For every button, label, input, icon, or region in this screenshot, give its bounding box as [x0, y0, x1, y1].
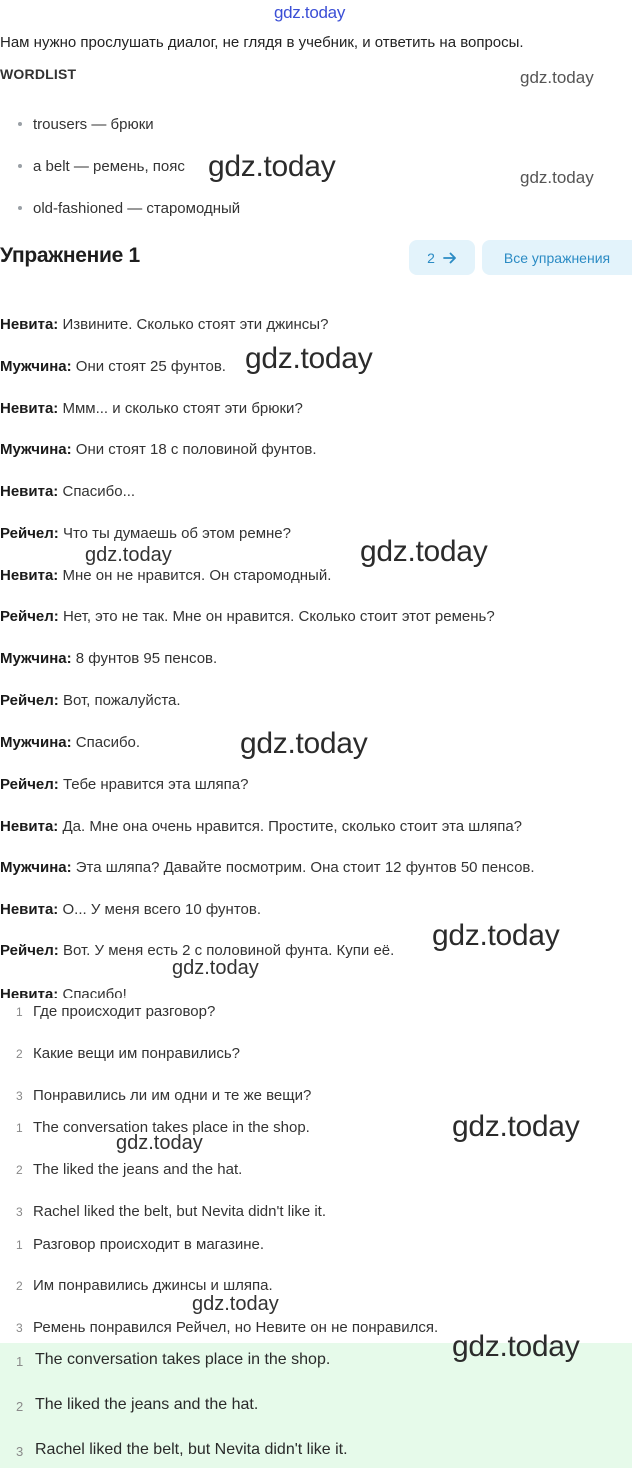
- dialogue-line: Рейчел: Вот, пожалуйста.: [0, 692, 181, 709]
- answer-text: Разговор происходит в магазине.: [33, 1236, 265, 1253]
- answer-text: The liked the jeans and the hat.: [35, 1396, 259, 1413]
- next-exercise-button[interactable]: [409, 240, 475, 275]
- all-exercises-button[interactable]: Все упражнения: [482, 240, 632, 275]
- watermark: gdz.today: [432, 919, 560, 952]
- answer-number: 2: [16, 1279, 23, 1293]
- answer-number: 3: [16, 1444, 24, 1459]
- question-text: Понравились ли им одни и те же вещи?: [33, 1087, 312, 1104]
- answer-number: 1: [16, 1238, 23, 1252]
- answer-text: Rachel liked the belt, but Nevita didn't like it.: [35, 1441, 348, 1458]
- answer-text: Им понравились джинсы и шляпа.: [33, 1277, 273, 1294]
- dialogue-line: Рейчел: Вот. У меня есть 2 с половиной фунта. Купи её.: [0, 942, 395, 959]
- dialogue-line: Невита: Извините. Сколько стоят эти джинсы?: [0, 316, 329, 333]
- bullet-icon: [18, 122, 22, 126]
- dialogue-line: Невита: Да. Мне она очень нравится. Простите, сколько стоит эта шляпа?: [0, 818, 523, 835]
- dialogue-line: Мужчина: Они стоят 18 с половиной фунтов.: [0, 441, 317, 458]
- answer-text: Rachel liked the belt, but Nevita didn't like it.: [33, 1203, 327, 1220]
- answer-number: 1: [16, 1354, 24, 1369]
- watermark: gdz.today: [192, 1293, 279, 1315]
- dialogue-line: Мужчина: Эта шляпа? Давайте посмотрим. Она стоит 12 фунтов 50 пенсов.: [0, 859, 535, 876]
- question-text: Где происходит разговор?: [33, 1003, 216, 1020]
- dialogue-line: Невита: Мне он не нравится. Он старомодный.: [0, 567, 332, 584]
- answer-number: 1: [16, 1121, 23, 1135]
- dialogue-line: Мужчина: Спасибо.: [0, 734, 141, 751]
- answer-text: The liked the jeans and the hat.: [33, 1161, 243, 1178]
- dialogue-line: Мужчина: 8 фунтов 95 пенсов.: [0, 650, 218, 667]
- answer-number: 3: [16, 1205, 23, 1219]
- answer-text: The conversation takes place in the shop.: [33, 1119, 310, 1136]
- question-number: 3: [16, 1089, 23, 1103]
- watermark: gdz.today: [240, 727, 368, 760]
- exercise-title: Упражнение 1: [0, 244, 140, 267]
- bullet-icon: [18, 206, 22, 210]
- answer-text: Ремень понравился Рейчел, но Невите он не понравился.: [33, 1319, 439, 1336]
- question-number: 2: [16, 1047, 23, 1061]
- bullet-icon: [18, 164, 22, 168]
- question-number: 1: [16, 1005, 23, 1019]
- dialogue-line: Мужчина: Они стоят 25 фунтов.: [0, 358, 226, 375]
- watermark: gdz.today: [208, 150, 336, 183]
- watermark: gdz.today: [245, 342, 373, 375]
- answer-text: The conversation takes place in the shop.: [35, 1351, 331, 1368]
- next-exercise-number: 2: [427, 249, 435, 266]
- site-logo[interactable]: gdz.today: [274, 3, 346, 22]
- answer-number: 2: [16, 1163, 23, 1177]
- watermark: gdz.today: [360, 535, 488, 568]
- intro-text: Нам нужно прослушать диалог, не глядя в учебник, и ответить на вопросы.: [0, 34, 524, 51]
- wordlist-title: WORDLIST: [0, 66, 77, 82]
- watermark: gdz.today: [452, 1110, 580, 1143]
- dialogue-line: Невита: Спасибо...: [0, 483, 136, 500]
- arrow-right-icon: [443, 252, 457, 264]
- wordlist-item: trousers — брюки: [18, 116, 154, 133]
- dialogue-line: Рейчел: Что ты думаешь об этом ремне?: [0, 525, 291, 542]
- watermark: gdz.today: [452, 1330, 580, 1363]
- watermark: gdz.today: [172, 957, 259, 979]
- dialogue-line: Рейчел: Тебе нравится эта шляпа?: [0, 776, 249, 793]
- answer-number: 3: [16, 1321, 23, 1335]
- dialogue-line: Невита: Ммм... и сколько стоят эти брюки?: [0, 400, 303, 417]
- watermark: gdz.today: [85, 544, 172, 566]
- watermark: gdz.today: [116, 1132, 203, 1154]
- question-text: Какие вещи им понравились?: [33, 1045, 240, 1062]
- watermark: gdz.today: [520, 168, 594, 187]
- dialogue-line: Невита: Спасибо!: [0, 986, 127, 998]
- dialogue-line: Невита: О... У меня всего 10 фунтов.: [0, 901, 262, 918]
- answer-number: 2: [16, 1399, 24, 1414]
- wordlist-item: a belt — ремень, пояс: [18, 158, 185, 175]
- watermark: gdz.today: [520, 68, 594, 87]
- wordlist-item: old-fashioned — старомодный: [18, 200, 240, 217]
- dialogue-line: Рейчел: Нет, это не так. Мне он нравится. Сколько стоит этот ремень?: [0, 608, 495, 625]
